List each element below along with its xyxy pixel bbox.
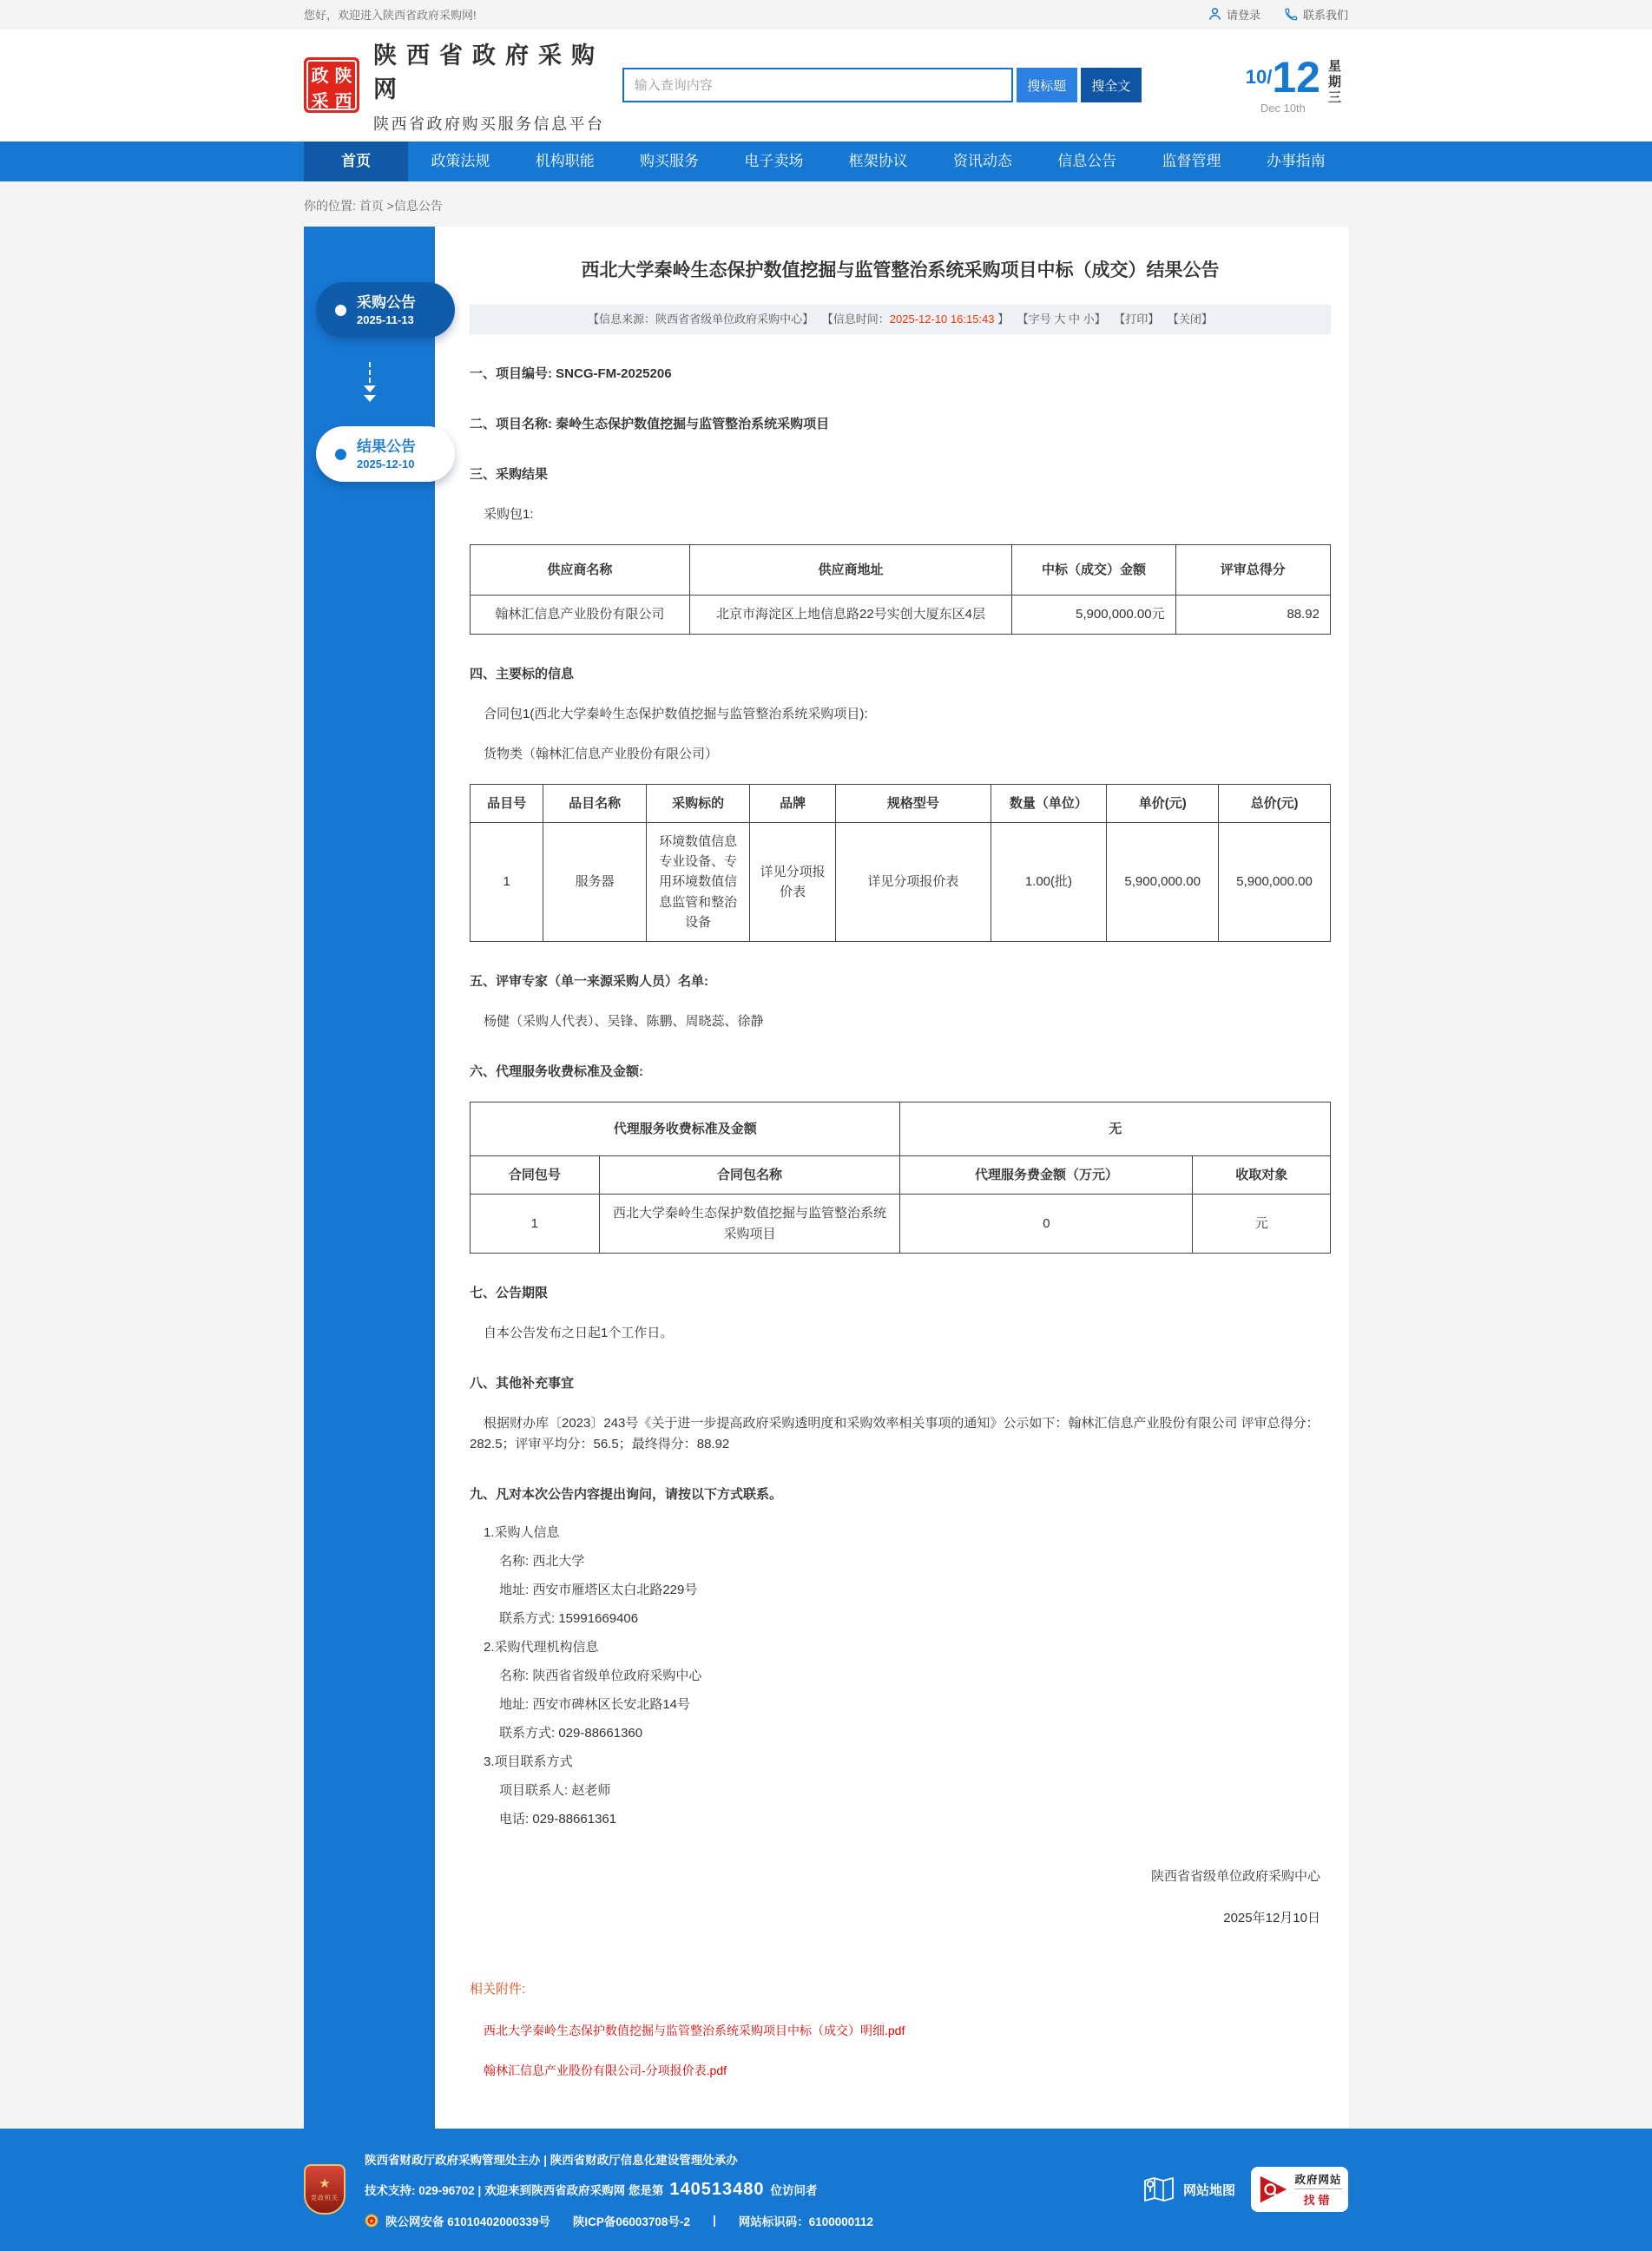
- supplementary-notes: 根据财办库〔2023〕243号《关于进一步提高政府采购透明度和采购效率相关事项的通知》公示如下：翰林汇信息产业股份有限公司 评审总得分：282.5；评审平均分：56.5；最终得分：88.92: [470, 1415, 1320, 1451]
- table-header-row: [471, 1102, 1331, 1156]
- attachment-link-detail-pdf[interactable]: 西北大学秦岭生态保护数值挖掘与监管整治系统采购项目中标（成交）明细.pdf: [484, 2023, 905, 2037]
- main-nav: [0, 142, 1652, 181]
- contract-package-no: 1: [471, 1195, 600, 1254]
- sidebar-item-date: 2025-12-10: [357, 457, 415, 471]
- site-title: 陕西省政府采购网: [373, 42, 604, 102]
- fee-payer: 元: [1193, 1195, 1331, 1254]
- agency-fee-amount: 0: [900, 1195, 1193, 1254]
- column-header: 代理服务费金额（万元）: [900, 1156, 1193, 1195]
- badge-label: 党政机关: [311, 2195, 339, 2202]
- main-area: [0, 227, 1652, 2129]
- article-title: 西北大学秦岭生态保护数值挖掘与监管整治系统采购项目中标（成交）结果公告: [581, 260, 1220, 280]
- site-subtitle: 陕西省政府购买服务信息平台: [373, 115, 605, 133]
- nav-item-framework[interactable]: 框架协议: [848, 153, 908, 169]
- nav-item-policies[interactable]: 政策法规: [431, 153, 490, 169]
- footer-beian-line: [365, 2212, 873, 2229]
- breadcrumb-current: >信息公告: [383, 199, 443, 213]
- experts-list: 杨健（采购人代表）、吴锋、陈鹏、周晓蕊、徐静: [484, 1014, 764, 1030]
- column-header: 单价(元): [1107, 784, 1219, 822]
- nav-item-home[interactable]: 首页: [304, 142, 408, 181]
- fee-standard-value: 无: [900, 1102, 1331, 1156]
- section-4-heading: 四、主要标的信息: [470, 666, 575, 681]
- contact-line: 联系方式: 029-88661360: [499, 1725, 643, 1741]
- icp-beian[interactable]: 陕ICP备06003708号-2: [572, 2215, 690, 2228]
- arrow-down-icon: [304, 362, 435, 402]
- separator: |: [712, 2214, 716, 2228]
- project-name: 秦岭生态保护数值挖掘与监管整治系统采购项目: [556, 417, 830, 432]
- item-name: 服务器: [543, 822, 647, 941]
- column-header: 数量（单位）: [991, 784, 1107, 822]
- sidebar-item-title: 采购公告: [357, 293, 416, 311]
- signature-org: 陕西省省级单位政府采购中心: [1150, 1868, 1320, 1884]
- police-badge-icon: [365, 2214, 378, 2228]
- column-header: 中标（成交）金额: [1012, 545, 1175, 596]
- section-3-heading: 三、采购结果: [470, 467, 549, 483]
- error-badge-line2: 找错: [1303, 2194, 1333, 2208]
- column-header: 规格型号: [836, 784, 991, 822]
- article-meta-bar: [470, 305, 1331, 334]
- bid-items-table: [470, 784, 1331, 943]
- breadcrumb-home-link[interactable]: 首页: [359, 199, 384, 213]
- seal-char: 政: [311, 67, 329, 86]
- search-fulltext-button[interactable]: 搜全文: [1081, 68, 1142, 102]
- table-header-row: [471, 545, 1331, 596]
- supplier-name: 翰林汇信息产业股份有限公司: [471, 596, 690, 634]
- item-no: 1: [471, 822, 543, 941]
- supplier-result-table: [470, 544, 1331, 634]
- login-label: 请登录: [1226, 8, 1260, 22]
- sidebar: [304, 227, 435, 2129]
- section-8-heading: 八、其他补充事宜: [470, 1375, 575, 1391]
- procurement-target: 环境数值信息专业设备、专用环境数值信息监管和整治设备: [647, 822, 750, 941]
- nav-item-e-mall[interactable]: 电子卖场: [744, 153, 804, 169]
- column-header: 总价(元): [1219, 784, 1331, 822]
- attachments-label: 相关附件:: [470, 1981, 526, 1997]
- column-header: 供应商名称: [471, 545, 690, 596]
- signature-date: 2025年12月10日: [1223, 1910, 1320, 1925]
- breadcrumb: [304, 181, 1348, 227]
- contact-line: 名称: 西北大学: [499, 1553, 585, 1569]
- sitemap-label: 网站地图: [1182, 2182, 1235, 2198]
- announcement-period: 自本公告发布之日起1个工作日。: [484, 1325, 674, 1340]
- contact-line: 项目联系人: 赵老师: [499, 1782, 611, 1798]
- meta-time: 2025-12-10 16:15:43: [889, 313, 995, 326]
- contact-group-heading: 1.采购人信息: [484, 1524, 560, 1540]
- column-header: 收取对象: [1193, 1156, 1331, 1195]
- section-6-heading: 六、代理服务收费标准及金额:: [470, 1064, 643, 1080]
- footer-support-suffix: 位访问者: [770, 2184, 818, 2198]
- date-widget: [1245, 53, 1343, 115]
- brand: 详见分项报价表: [750, 822, 836, 941]
- party-gov-organ-badge-icon: ★ 党政机关: [304, 2164, 346, 2215]
- meta-time-label: 【信息时间：: [821, 313, 890, 326]
- total-price: 5,900,000.00: [1219, 822, 1331, 941]
- visitor-count: 140513480: [669, 2179, 765, 2199]
- column-header: 供应商地址: [689, 545, 1012, 596]
- section-2-heading: [470, 414, 1331, 435]
- search-title-button[interactable]: 搜标题: [1017, 68, 1077, 102]
- sidebar-item-date: 2025-11-13: [357, 313, 414, 326]
- date-english: Dec 10th: [1260, 102, 1306, 115]
- contact-group-heading: 2.采购代理机构信息: [484, 1639, 599, 1655]
- table-row: [471, 596, 1331, 634]
- section-1-heading: [470, 364, 1331, 385]
- sidebar-item-procurement-announcement[interactable]: [316, 282, 455, 338]
- footer-organizer-line: 陕西省财政厅政府采购管理处主办 | 陕西省财政厅信息化建设管理处承办: [365, 2153, 738, 2167]
- map-icon: [1143, 2175, 1175, 2203]
- nav-item-announcements[interactable]: 信息公告: [1057, 153, 1117, 169]
- meta-time-close: 】: [994, 313, 1010, 326]
- section-7-heading: 七、公告期限: [470, 1285, 549, 1300]
- spec-model: 详见分项报价表: [836, 822, 991, 941]
- nav-item-news[interactable]: 资讯动态: [952, 153, 1012, 169]
- quantity: 1.00(批): [991, 822, 1107, 941]
- article-panel: [435, 227, 1348, 2129]
- fee-standard-header: 代理服务收费标准及金额: [471, 1102, 900, 1156]
- contact-line: 地址: 西安市碑林区长安北路14号: [499, 1696, 691, 1712]
- footer-support-line: [365, 2180, 873, 2200]
- sidebar-item-title: 结果公告: [357, 438, 416, 455]
- column-header: 评审总得分: [1175, 545, 1330, 596]
- close-button[interactable]: 【关闭】: [1167, 313, 1213, 326]
- project-number: SNCG-FM-2025206: [556, 366, 672, 382]
- user-icon: [1208, 7, 1221, 21]
- sitemap-link[interactable]: [1143, 2175, 1235, 2203]
- contract-package-line: 合同包1(西北大学秦岭生态保护数值挖掘与监管整治系统采购项目):: [484, 706, 868, 721]
- goods-category-line: 货物类（翰林汇信息产业股份有限公司）: [484, 746, 719, 761]
- footer-support-prefix: 技术支持: 029-96702 | 欢迎来到陕西省政府采购网 您是第: [365, 2184, 664, 2198]
- attachment-link-quote-pdf[interactable]: 翰林汇信息产业股份有限公司-分项报价表.pdf: [484, 2063, 727, 2077]
- table-row: [471, 822, 1331, 941]
- seal-char: 陕: [334, 67, 352, 86]
- font-size-switch[interactable]: 【字号 大 中 小】: [1017, 313, 1106, 326]
- error-badge-line1: 政府网站: [1294, 2171, 1341, 2189]
- gov-website-error-badge[interactable]: [1251, 2167, 1348, 2212]
- supplier-address: 北京市海淀区上地信息路22号实创大厦东区4层: [689, 596, 1012, 634]
- welcome-text: 您好，欢迎进入陕西省政府采购网!: [304, 8, 477, 22]
- section-2-label: 二、项目名称:: [470, 417, 556, 432]
- agency-fee-table: [470, 1102, 1331, 1254]
- date-weekday: 星期三: [1328, 59, 1342, 105]
- column-header: 合同包名称: [599, 1156, 900, 1195]
- dot-icon: [335, 305, 346, 316]
- table-header-row: [471, 1156, 1331, 1195]
- nav-item-functions[interactable]: 机构职能: [535, 153, 595, 169]
- column-header: 品目名称: [543, 784, 647, 822]
- table-header-row: [471, 784, 1331, 822]
- site-header: [0, 29, 1652, 142]
- contact-link[interactable]: [1285, 6, 1348, 23]
- contact-line: 电话: 029-88661361: [499, 1811, 617, 1826]
- search-bar: [622, 68, 1142, 102]
- section-5-heading: 五、评审专家（单一来源采购人员）名单:: [470, 974, 708, 990]
- column-header: 品目号: [471, 784, 543, 822]
- date-day: 12: [1272, 53, 1320, 102]
- footer: [0, 2129, 1652, 2251]
- seal-char: 西: [334, 92, 352, 111]
- seal-char: 采: [311, 92, 329, 111]
- topbar: [0, 0, 1652, 29]
- contact-label: 联系我们: [1302, 8, 1348, 22]
- police-beian[interactable]: 陕公网安备 61010402000339号: [385, 2215, 550, 2228]
- error-badge-logo-icon: [1257, 2173, 1290, 2206]
- column-header: 采购标的: [647, 784, 750, 822]
- nav-item-guide[interactable]: 办事指南: [1266, 153, 1326, 169]
- contract-package-name: 西北大学秦岭生态保护数值挖掘与监管整治系统采购项目: [599, 1195, 900, 1254]
- award-amount: 5,900,000.00元: [1012, 596, 1175, 634]
- dot-icon: [335, 449, 346, 460]
- review-score: 88.92: [1175, 596, 1330, 634]
- search-input[interactable]: [622, 68, 1013, 102]
- contact-line: 地址: 西安市雁塔区太白北路229号: [499, 1582, 698, 1597]
- site-code: 网站标识码：6100000112: [738, 2215, 874, 2228]
- print-button[interactable]: 【打印】: [1114, 313, 1160, 326]
- meta-source: 【信息来源：陕西省省级单位政府采购中心】: [588, 313, 814, 326]
- section-9-heading: 九、凡对本次公告内容提出询问，请按以下方式联系。: [470, 1486, 783, 1502]
- section-1-label: 一、项目编号:: [470, 366, 556, 382]
- date-month: 10/: [1245, 66, 1273, 88]
- seal-grid: [306, 60, 357, 110]
- table-row: [471, 1195, 1331, 1254]
- sidebar-item-result-announcement[interactable]: [316, 426, 455, 482]
- unit-price: 5,900,000.00: [1107, 822, 1219, 941]
- site-logo-seal: [304, 57, 359, 113]
- contact-line: 名称: 陕西省省级单位政府采购中心: [499, 1668, 702, 1683]
- contact-group-heading: 3.项目联系方式: [484, 1754, 573, 1769]
- nav-item-supervision[interactable]: 监督管理: [1162, 153, 1221, 169]
- login-link[interactable]: [1208, 6, 1260, 23]
- breadcrumb-prefix: 你的位置:: [304, 199, 359, 213]
- column-header: 合同包号: [471, 1156, 600, 1195]
- phone-icon: [1285, 8, 1298, 21]
- column-header: 品牌: [750, 784, 836, 822]
- nav-item-purchase-services[interactable]: 购买服务: [640, 153, 700, 169]
- package-label: 采购包1:: [484, 507, 534, 523]
- contact-line: 联系方式: 15991669406: [499, 1610, 639, 1626]
